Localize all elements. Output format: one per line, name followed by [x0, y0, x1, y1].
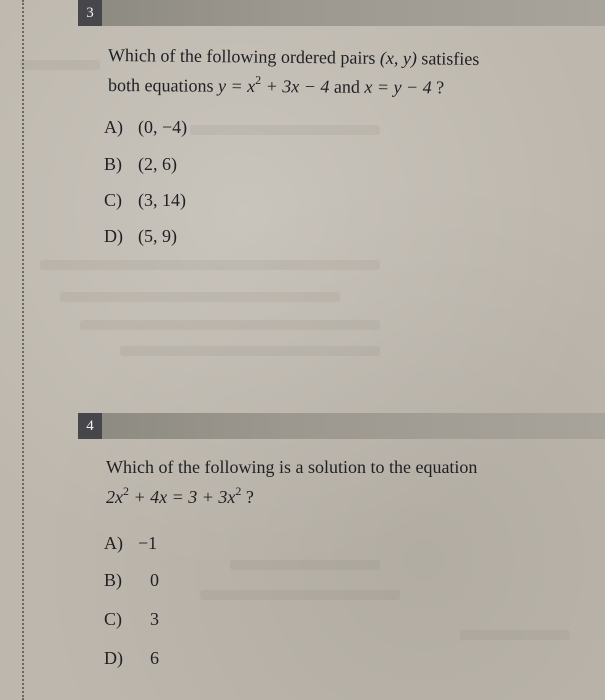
question-4-stem-line2	[106, 486, 254, 510]
question-4-number: 4	[78, 413, 102, 439]
question-3-option-c[interactable]	[104, 189, 186, 211]
question-3-conjunction: and	[333, 76, 360, 97]
option-value: (3, 14)	[138, 190, 186, 210]
option-value: (0, −4)	[138, 117, 188, 137]
option-value: −1	[138, 533, 158, 553]
option-value: (5, 9)	[138, 226, 177, 246]
question-4-option-d[interactable]	[104, 647, 159, 669]
option-letter: C)	[104, 190, 122, 210]
question-3-stem-text: Which of the following ordered pairs	[107, 45, 376, 68]
question-3-stem-end: satisfies	[421, 48, 480, 69]
question-4-term1-exponent: 2	[123, 484, 129, 498]
question-4-option-c[interactable]	[104, 608, 159, 630]
question-4-option-a[interactable]	[104, 532, 157, 554]
question-4-term2: + 4x = 3 + 3x	[133, 487, 236, 507]
option-letter: D)	[104, 226, 123, 246]
question-3-eq1-rhs: + 3x − 4	[265, 76, 330, 97]
question-3-number: 3	[78, 0, 102, 26]
option-letter: B)	[104, 570, 122, 590]
question-3-stem-line2	[108, 74, 444, 100]
question-3-header-bar	[78, 0, 605, 26]
option-letter: B)	[104, 154, 122, 174]
question-3-end-mark: ?	[436, 77, 445, 98]
option-letter: A)	[104, 533, 123, 553]
question-4-term1: 2x	[106, 487, 123, 507]
question-4-option-b[interactable]	[104, 569, 159, 591]
question-3-eq1-exponent: 2	[255, 73, 262, 88]
question-4-header-bar	[78, 413, 605, 439]
question-3-eq2: x = y − 4	[364, 76, 432, 98]
option-letter: D)	[104, 648, 123, 668]
question-3-option-a[interactable]	[104, 116, 187, 138]
question-3-option-d[interactable]	[104, 225, 177, 247]
question-4-end-mark: ?	[245, 487, 254, 507]
dotted-margin-line	[22, 0, 24, 700]
option-value: 6	[150, 648, 159, 668]
option-value: (2, 6)	[138, 154, 177, 174]
question-4-stem-text: Which of the following is a solution to the equation	[106, 457, 478, 477]
question-3-option-b[interactable]	[104, 153, 177, 175]
question-3-stem-start: both equations	[107, 75, 214, 96]
question-3-stem-line1	[108, 44, 480, 70]
option-value: 0	[150, 570, 159, 590]
question-4-stem-line1	[106, 456, 477, 478]
option-letter: C)	[104, 609, 122, 629]
question-4-term2-exponent: 2	[235, 484, 242, 498]
question-3-pair: (x, y)	[379, 47, 417, 69]
option-value: 3	[150, 609, 159, 629]
question-3-eq1-lhs: y = x	[217, 75, 256, 97]
option-letter: A)	[104, 117, 123, 137]
